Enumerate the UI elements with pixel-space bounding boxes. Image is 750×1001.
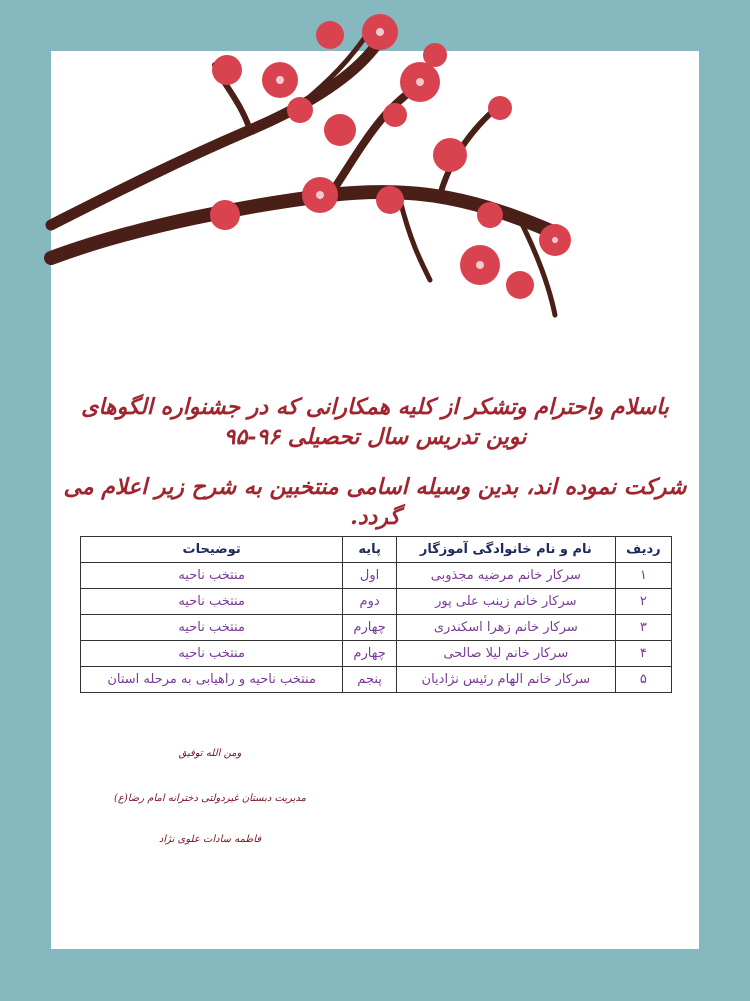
cell-grade: پنجم xyxy=(343,667,397,693)
cell-grade: چهارم xyxy=(343,641,397,667)
table-row xyxy=(81,563,672,589)
cherry-blossom-branch-illustration xyxy=(0,0,750,330)
cell-teacher-name: سرکار خانم مرضیه مجذوبی xyxy=(396,563,615,589)
heading-line-2: شرکت نموده اند، بدین وسیله اسامی منتخبین به شرح زیر اعلام می گردد. xyxy=(63,474,687,530)
cell-row-number: ۳ xyxy=(615,615,671,641)
header-grade: پایه xyxy=(343,537,397,563)
signature-school-management: مدیریت دبستان غیردولتی دخترانه امام رضا(ع) xyxy=(113,793,307,804)
cell-notes: منتخب ناحیه xyxy=(81,615,343,641)
selected-teachers-table xyxy=(80,536,672,693)
cell-row-number: ۲ xyxy=(615,589,671,615)
cell-notes: منتخب ناحیه xyxy=(81,563,343,589)
signature-closing: ومن الله توفیق xyxy=(178,748,242,759)
cell-teacher-name: سرکار خانم لیلا صالحی xyxy=(396,641,615,667)
cell-notes: منتخب ناحیه و راهیابی به مرحله استان xyxy=(81,667,343,693)
table-header-row xyxy=(81,537,672,563)
cell-teacher-name: سرکار خانم زینب علی پور xyxy=(396,589,615,615)
cell-grade: اول xyxy=(343,563,397,589)
cell-notes: منتخب ناحیه xyxy=(81,641,343,667)
cell-grade: چهارم xyxy=(343,615,397,641)
cell-teacher-name: سرکار خانم زهرا اسکندری xyxy=(396,615,615,641)
header-teacher-name: نام و نام خانوادگی آموزگار xyxy=(396,537,615,563)
table-row xyxy=(81,589,672,615)
cell-teacher-name: سرکار خانم الهام رئیس نژادیان xyxy=(396,667,615,693)
table-row xyxy=(81,667,672,693)
cell-notes: منتخب ناحیه xyxy=(81,589,343,615)
header-row-number: ردیف xyxy=(615,537,671,563)
table-row xyxy=(81,641,672,667)
heading-line-1: باسلام واحترام وتشکر از کلیه همکارانی که در جشنواره الگوهای نوین تدریس سال تحصیلی ۹۶-۹۵ xyxy=(81,394,669,450)
signature-principal-name: فاطمه سادات علوی نژاد xyxy=(158,834,262,845)
cell-grade: دوم xyxy=(343,589,397,615)
cell-row-number: ۵ xyxy=(615,667,671,693)
cell-row-number: ۱ xyxy=(615,563,671,589)
cell-row-number: ۴ xyxy=(615,641,671,667)
header-notes: توضیحات xyxy=(81,537,343,563)
table-row xyxy=(81,615,672,641)
